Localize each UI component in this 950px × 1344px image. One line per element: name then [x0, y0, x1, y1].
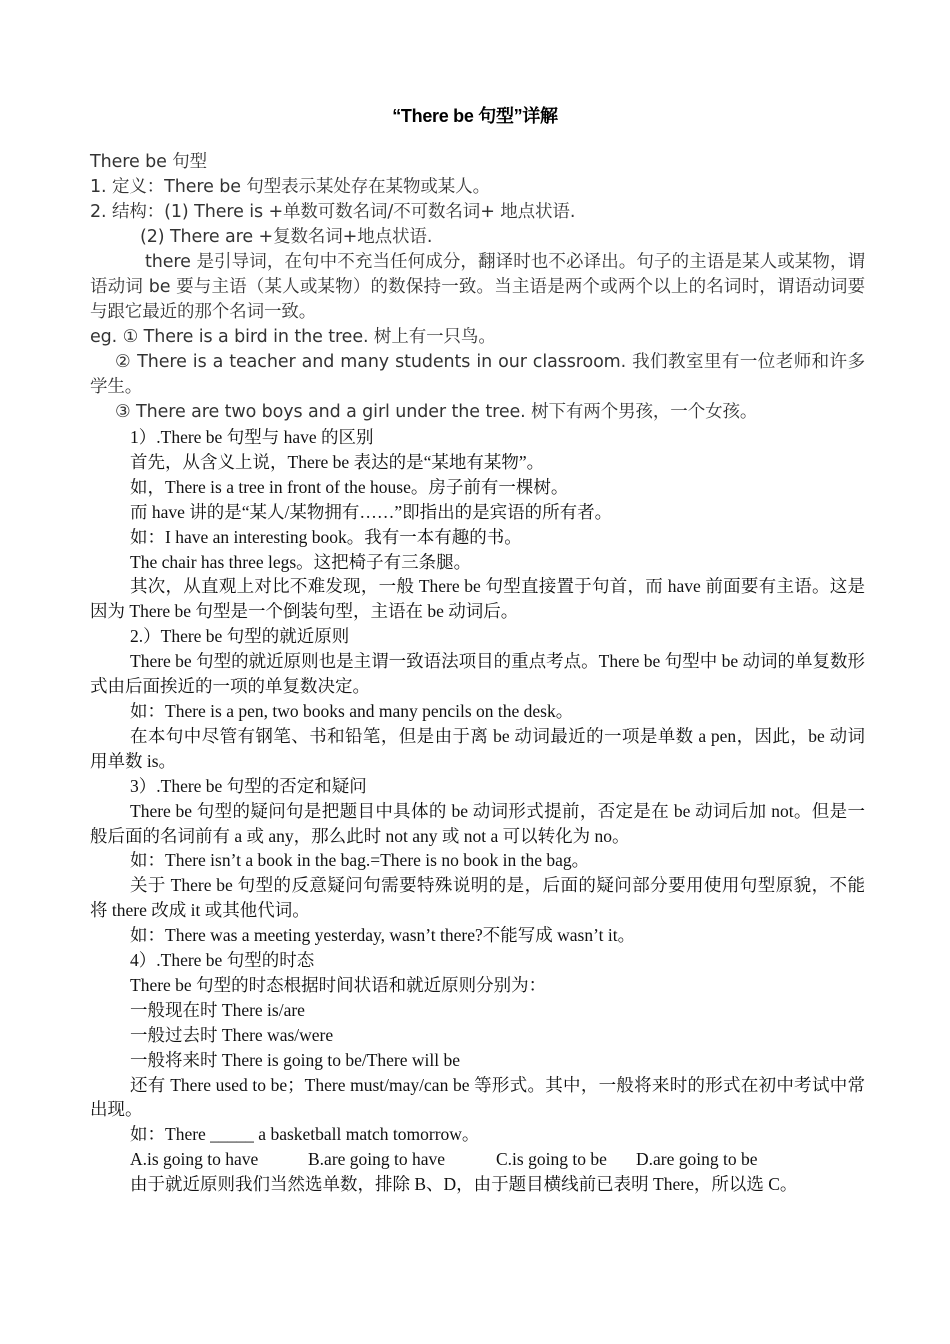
paragraph: 首先，从含义上说，There be 表达的是“某地有某物”。 [130, 451, 545, 472]
subsection-heading-2: 2.）There be 句型的就近原则 [130, 626, 350, 647]
paragraph: There be 句型的时态根据时间状语和就近原则分别为： [130, 974, 547, 995]
option-b: B.are going to have [308, 1149, 446, 1170]
subsection-heading-3: 3）.There be 句型的否定和疑问 [130, 775, 367, 796]
paragraph: There be 句型的疑问句是把题目中具体的 be 动词形式提前，否定是在 be 动词后加 not。但是一般后面的名词前有 a 或 any，那么此时 not any 或 not a 可以转化为 no。 [90, 800, 865, 846]
question-line: 如：There _____ a basketball match tomorrow。 [130, 1124, 480, 1145]
example-1: eg. ① There is a bird in the tree. 树上有一只鸟。 [90, 327, 496, 347]
section-heading: There be 句型 [90, 152, 208, 172]
paragraph: 在本句中尽管有钢笔、书和铅笔，但是由于离 be 动词最近的一项是单数 a pen，因此，be 动词用单数 is。 [90, 725, 865, 771]
explanation-paragraph: there 是引导词，在句中不充当任何成分，翻译时也不必译出。句子的主语是某人或某物，谓语动词 be 要与主语（某人或某物）的数保持一致。当主语是两个或两个以上的名词时，谓语动词要与跟它最近的那个名词一致。 [90, 252, 865, 322]
example-line: 如，There is a tree in front of the house。房子前有一棵树。 [130, 476, 569, 497]
paragraph: There be 句型的就近原则也是主谓一致语法项目的重点考点。There be 句型中 be 动词的单复数形式由后面挨近的一项的单复数决定。 [90, 651, 865, 697]
example-line: 如：There was a meeting yesterday, wasn’t there?不能写成 wasn’t it。 [130, 925, 636, 946]
tense-line: 一般过去时 There was/were [130, 1024, 334, 1045]
option-c: C.is going to be [496, 1149, 607, 1170]
paragraph: 关于 There be 句型的反意疑问句需要特殊说明的是，后面的疑问部分要用使用句型原貌，不能将 there 改成 it 或其他代词。 [90, 875, 865, 921]
option-d: D.are going to be [636, 1149, 758, 1170]
definition-line: 1. 定义：There be 句型表示某处存在某物或某人。 [90, 177, 490, 197]
part1-section [90, 150, 865, 425]
structure-line-2: (2) There are +复数名词+地点状语. [140, 227, 433, 247]
part2-section [90, 425, 865, 1197]
example-line: 如：There isn’t a book in the bag.=There is no book in the bag。 [130, 850, 590, 871]
structure-line-1: 2. 结构：(1) There is +单数可数名词/不可数名词+ 地点状语. [90, 202, 576, 222]
tense-line: 一般将来时 There is going to be/There will be [130, 1049, 460, 1070]
option-a: A.is going to have [130, 1149, 259, 1170]
paragraph: 而 have 讲的是“某人/某物拥有……”即指出的是宾语的所有者。 [130, 501, 613, 522]
subsection-heading-4: 4）.There be 句型的时态 [130, 950, 315, 971]
paragraph: 还有 There used to be；There must/may/can be 等形式。其中，一般将来时的形式在初中考试中常出现。 [90, 1074, 865, 1120]
example-3: ③ There are two boys and a girl under the tree. 树下有两个男孩，一个女孩。 [115, 402, 758, 422]
subsection-heading-1: 1）.There be 句型与 have 的区别 [130, 427, 374, 447]
answer-options [90, 1147, 865, 1172]
example-line: 如：I have an interesting book。我有一本有趣的书。 [130, 526, 522, 547]
document-title: “There be 句型”详解 [392, 106, 558, 126]
example-2: ② There is a teacher and many students in our classroom. 我们教室里有一位老师和许多学生。 [90, 352, 865, 397]
answer-explanation: 由于就近原则我们当然选单数，排除 B、D，由于题目横线前已表明 There，所以选 C。 [130, 1174, 798, 1195]
example-line: The chair has three legs。这把椅子有三条腿。 [130, 551, 472, 572]
paragraph: 其次，从直观上对比不难发现，一般 There be 句型直接置于句首，而 have 前面要有主语。这是因为 There be 句型是一个倒装句型，主语在 be 动词后。 [90, 576, 865, 622]
example-line: 如：There is a pen, two books and many pencils on the desk。 [130, 700, 574, 721]
tense-line: 一般现在时 There is/are [130, 999, 305, 1020]
